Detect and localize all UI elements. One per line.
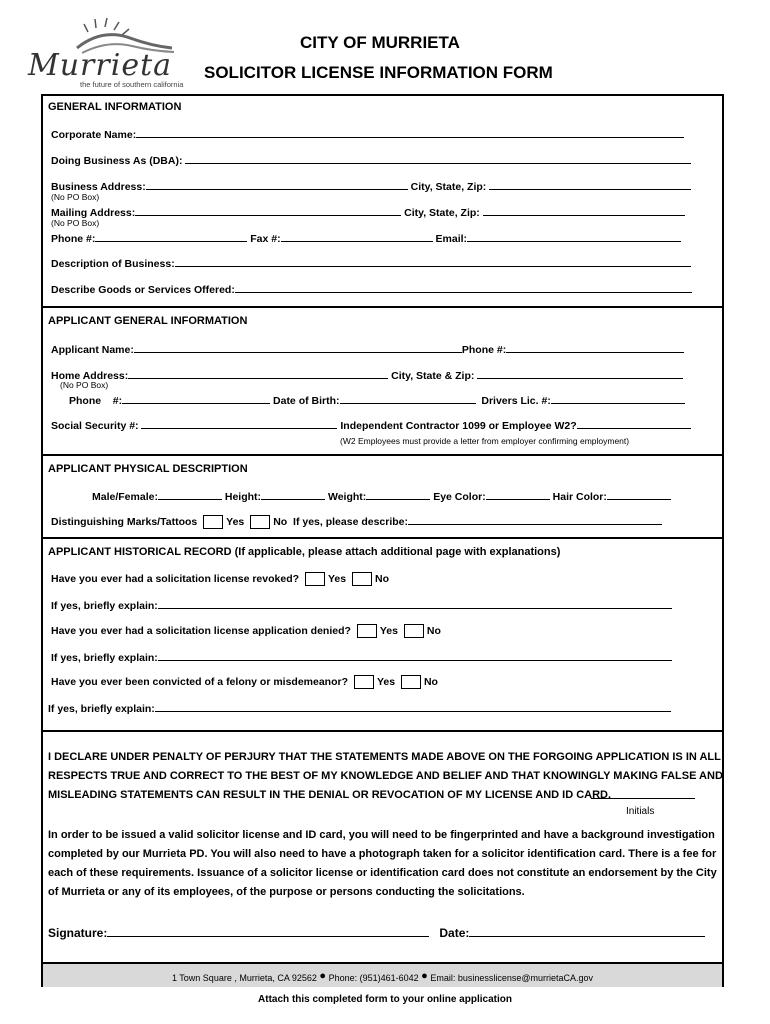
hair-color-field[interactable] bbox=[607, 489, 671, 500]
description-label: Description of Business: bbox=[51, 258, 175, 270]
home-no-po-box: (No PO Box) bbox=[60, 380, 109, 390]
dba-row bbox=[51, 153, 691, 167]
physical-section-title: APPLICANT PHYSICAL DESCRIPTION bbox=[48, 463, 248, 475]
q1-explain-row bbox=[51, 598, 672, 612]
marks-describe-label: If yes, please describe: bbox=[293, 516, 409, 528]
ssn-label: Social Security #: bbox=[51, 420, 139, 432]
fax-label: Fax #: bbox=[250, 233, 281, 245]
q1-yes-label: Yes bbox=[327, 572, 347, 585]
footer-phone: Phone: (951)461-6042 bbox=[328, 973, 419, 983]
footer-address: 1 Town Square , Murrieta, CA 92562 bbox=[171, 973, 317, 983]
mailing-csz-field[interactable] bbox=[483, 205, 685, 216]
mailing-csz-label: City, State, Zip: bbox=[404, 207, 480, 219]
q2-explain-row bbox=[51, 650, 672, 664]
description-row bbox=[51, 256, 691, 270]
signature-row bbox=[48, 924, 705, 940]
requirements-line: each of these requirements. Issuance of a solicitor license or identification card does not constitute an endorsement by the City bbox=[48, 867, 717, 879]
weight-label: Weight: bbox=[327, 491, 367, 503]
q2-no-label: No bbox=[426, 624, 441, 637]
height-label: Height: bbox=[224, 491, 262, 503]
marks-yes-label: Yes bbox=[226, 516, 245, 528]
q1-explain-field[interactable] bbox=[158, 598, 672, 609]
hair-color-label: Hair Color: bbox=[552, 491, 607, 503]
requirements-line: In order to be issued a valid solicitor license and ID card, you will need to be fingerprinted and have a background investigation bbox=[48, 829, 715, 841]
applicant-details-row bbox=[69, 393, 685, 407]
requirements-line: of Murrieta or any of its employees, of the purpose or persons conducting the solicitations. bbox=[48, 886, 525, 898]
weight-field[interactable] bbox=[366, 489, 430, 500]
home-address-field[interactable] bbox=[128, 368, 388, 379]
contractor-label: Independent Contractor 1099 or Employee W2? bbox=[340, 420, 577, 432]
dba-field[interactable] bbox=[185, 153, 691, 164]
q1-yes-checkbox[interactable] bbox=[305, 572, 325, 586]
mailing-address-row bbox=[51, 205, 685, 219]
requirements-paragraph bbox=[48, 826, 717, 902]
bullet-icon: ● bbox=[319, 970, 327, 982]
q2-yes-label: Yes bbox=[379, 624, 398, 637]
applicant-phone2-label: Phone #: bbox=[69, 395, 123, 407]
applicant-phone2-field[interactable] bbox=[122, 393, 270, 404]
ssn-row bbox=[51, 418, 691, 432]
goods-row bbox=[51, 282, 692, 296]
drivers-lic-field[interactable] bbox=[551, 393, 685, 404]
q3-no-checkbox[interactable] bbox=[401, 675, 421, 689]
home-address-label: Home Address: bbox=[51, 370, 129, 382]
contractor-field[interactable] bbox=[577, 418, 691, 429]
corporate-name-field[interactable] bbox=[136, 127, 684, 138]
q1-label: Have you ever had a solicitation license revoked? bbox=[51, 572, 300, 585]
q1-no-label: No bbox=[374, 572, 389, 585]
marks-no-checkbox[interactable] bbox=[250, 515, 270, 529]
form-title: SOLICITOR LICENSE INFORMATION FORM bbox=[204, 63, 553, 82]
business-address-field[interactable] bbox=[146, 179, 408, 190]
applicant-phone-label: Phone #: bbox=[461, 344, 507, 356]
signature-label: Signature: bbox=[48, 926, 108, 940]
general-section-title: GENERAL INFORMATION bbox=[48, 101, 182, 113]
requirements-line: completed by our Murrieta PD. You will also need to have a photograph taken for a solicitor identification card. There is a fee for bbox=[48, 848, 717, 860]
corporate-name-row bbox=[51, 127, 684, 141]
section-divider bbox=[41, 537, 724, 539]
eye-color-label: Eye Color: bbox=[433, 491, 486, 503]
business-csz-label: City, State, Zip: bbox=[410, 181, 487, 193]
ssn-field[interactable] bbox=[141, 418, 337, 429]
goods-field[interactable] bbox=[235, 282, 692, 293]
q3-yes-checkbox[interactable] bbox=[354, 675, 374, 689]
q3-explain-row bbox=[48, 701, 671, 715]
footer-bar bbox=[43, 962, 722, 987]
marks-label: Distinguishing Marks/Tattoos bbox=[51, 516, 198, 528]
q1-explain-label: If yes, briefly explain: bbox=[51, 600, 158, 612]
logo-tagline: the future of southern california bbox=[80, 80, 184, 89]
q3-no-label: No bbox=[423, 675, 438, 688]
q2-explain-label: If yes, briefly explain: bbox=[51, 652, 158, 664]
applicant-name-row bbox=[51, 342, 684, 356]
eye-color-field[interactable] bbox=[486, 489, 550, 500]
applicant-phone-field[interactable] bbox=[506, 342, 684, 353]
initials-label: Initials bbox=[626, 806, 655, 817]
q2-row bbox=[51, 624, 441, 638]
height-field[interactable] bbox=[261, 489, 325, 500]
business-phone-field[interactable] bbox=[95, 231, 247, 242]
email-field[interactable] bbox=[467, 231, 681, 242]
mailing-address-field[interactable] bbox=[135, 205, 401, 216]
business-address-label: Business Address: bbox=[51, 181, 146, 193]
drivers-lic-label: Drivers Lic. #: bbox=[481, 395, 551, 407]
q2-yes-checkbox[interactable] bbox=[357, 624, 377, 638]
corporate-name-label: Corporate Name: bbox=[51, 129, 137, 141]
q1-row bbox=[51, 572, 389, 586]
q2-no-checkbox[interactable] bbox=[404, 624, 424, 638]
physical-row bbox=[92, 489, 671, 503]
section-divider bbox=[41, 306, 724, 308]
q2-explain-field[interactable] bbox=[158, 650, 672, 661]
home-csz-label: City, State & Zip: bbox=[391, 370, 475, 382]
w2-note: (W2 Employees must provide a letter from employer confirming employment) bbox=[340, 436, 630, 446]
dob-field[interactable] bbox=[340, 393, 476, 404]
q3-label: Have you ever been convicted of a felony or misdemeanor? bbox=[51, 675, 349, 688]
q3-explain-field[interactable] bbox=[155, 701, 671, 712]
declaration-line: RESPECTS TRUE AND CORRECT TO THE BEST OF MY KNOWLEDGE AND BELIEF AND THAT KNOWINGLY MAKING FALSE AND bbox=[48, 770, 723, 782]
applicant-section-title: APPLICANT GENERAL INFORMATION bbox=[48, 315, 248, 327]
section-divider bbox=[41, 454, 724, 456]
q3-yes-label: Yes bbox=[376, 675, 396, 688]
city-logo bbox=[22, 10, 182, 90]
initials-field[interactable] bbox=[591, 788, 695, 799]
q2-label: Have you ever had a solicitation license application denied? bbox=[51, 624, 351, 637]
attach-note: Attach this completed form to your online application bbox=[258, 994, 512, 1005]
declaration-line: MISLEADING STATEMENTS CAN RESULT IN THE DENIAL OR REVOCATION OF MY LICENSE AND ID CARD. bbox=[48, 789, 612, 801]
logo-name: Murrieta bbox=[28, 48, 173, 83]
signature-field[interactable] bbox=[107, 924, 429, 937]
mailing-no-po-box: (No PO Box) bbox=[51, 218, 100, 228]
history-section-title: APPLICANT HISTORICAL RECORD (If applicable, please attach additional page with explanations) bbox=[48, 546, 561, 558]
declaration-line: I DECLARE UNDER PENALTY OF PERJURY THAT THE STATEMENTS MADE ABOVE ON THE FORGOING APPLICATION IS IN ALL bbox=[48, 751, 721, 763]
business-csz-field[interactable] bbox=[489, 179, 691, 190]
business-no-po-box: (No PO Box) bbox=[51, 192, 100, 202]
goods-label: Describe Goods or Services Offered: bbox=[51, 284, 235, 296]
home-address-row bbox=[51, 368, 683, 382]
date-label: Date: bbox=[439, 926, 470, 940]
sex-field[interactable] bbox=[158, 489, 222, 500]
dob-label: Date of Birth: bbox=[273, 395, 340, 407]
q1-no-checkbox[interactable] bbox=[352, 572, 372, 586]
bullet-icon: ● bbox=[421, 970, 428, 982]
fax-field[interactable] bbox=[281, 231, 433, 242]
business-phone-label: Phone #: bbox=[51, 233, 96, 245]
section-divider bbox=[41, 730, 724, 732]
email-label: Email: bbox=[435, 233, 468, 245]
applicant-name-field[interactable] bbox=[134, 342, 462, 353]
q3-row bbox=[51, 675, 438, 689]
marks-row bbox=[51, 514, 662, 529]
footer-email: Email: businesslicense@murrietaCA.gov bbox=[430, 973, 594, 983]
contact-row bbox=[51, 231, 681, 245]
mailing-address-label: Mailing Address: bbox=[51, 207, 136, 219]
dba-label: Doing Business As (DBA): bbox=[51, 155, 183, 167]
q3-explain-label: If yes, briefly explain: bbox=[48, 703, 155, 715]
marks-describe-field[interactable] bbox=[408, 514, 662, 525]
marks-no-label: No bbox=[273, 516, 288, 528]
description-field[interactable] bbox=[175, 256, 691, 267]
business-address-row bbox=[51, 179, 691, 193]
city-heading: CITY OF MURRIETA bbox=[300, 33, 460, 52]
sex-label: Male/Female: bbox=[92, 491, 158, 503]
home-csz-field[interactable] bbox=[477, 368, 683, 379]
date-field[interactable] bbox=[469, 924, 705, 937]
marks-yes-checkbox[interactable] bbox=[203, 515, 223, 529]
applicant-name-label: Applicant Name: bbox=[51, 344, 134, 356]
